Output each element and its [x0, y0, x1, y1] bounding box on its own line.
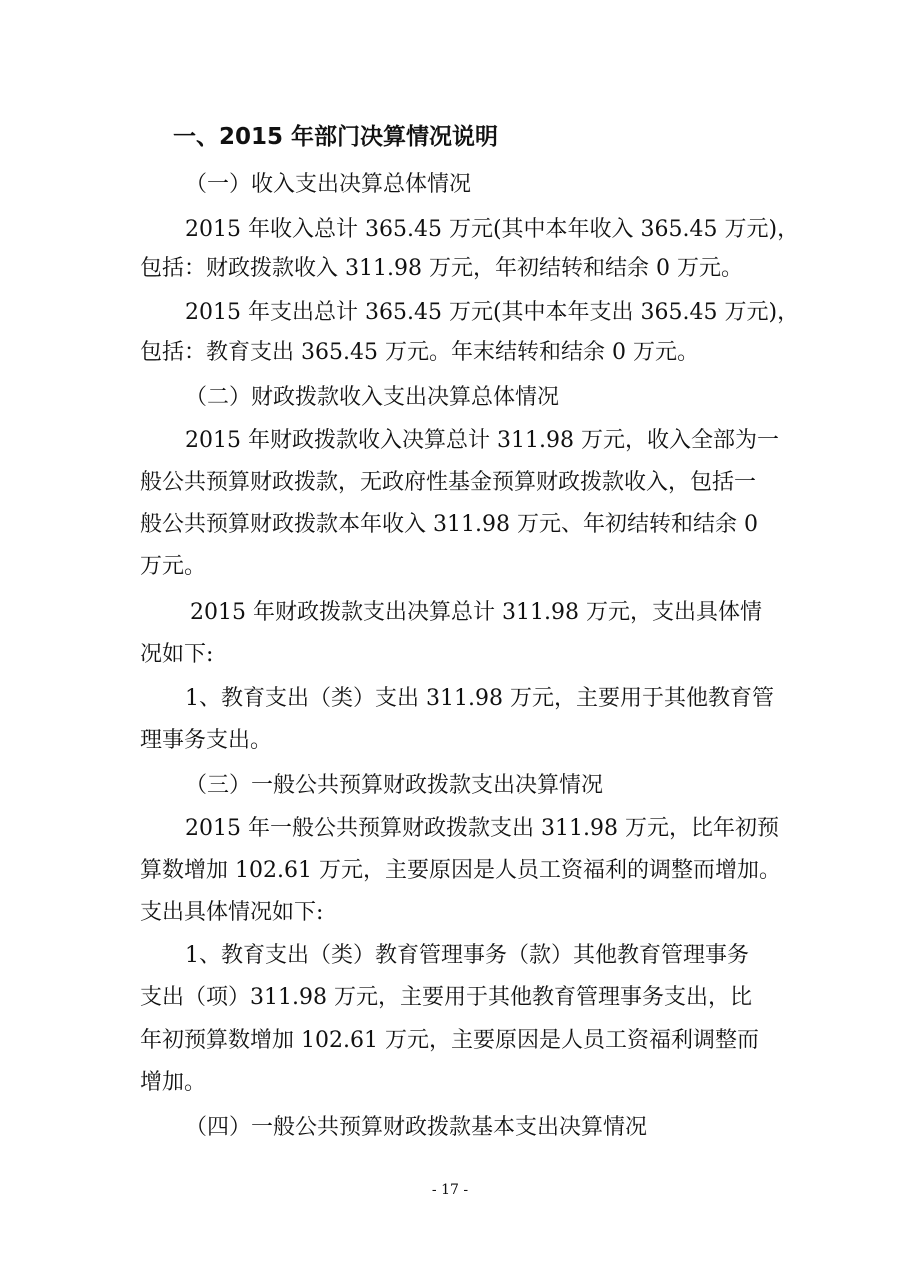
- paragraph-line: 支出（项）311.98 万元，主要用于其他教育管理事务支出，比: [140, 985, 752, 1010]
- subsection-heading-3: （三）一般公共预算财政拨款支出决算情况: [185, 773, 604, 798]
- paragraph-line: 2015 年支出总计 365.45 万元(其中本年支出 365.45 万元)，: [185, 300, 800, 325]
- paragraph-line: 2015 年财政拨款支出决算总计 311.98 万元，支出具体情: [190, 600, 762, 625]
- paragraph-line: 包括：教育支出 365.45 万元。年末结转和结余 0 万元。: [140, 340, 699, 365]
- paragraph-line: 算数增加 102.61 万元，主要原因是人员工资福利的调整而增加。: [140, 858, 781, 883]
- paragraph-line: 般公共预算财政拨款，无政府性基金预算财政拨款收入，包括一: [140, 470, 757, 495]
- list-item: 1、教育支出（类）支出 311.98 万元，主要用于其他教育管: [185, 686, 774, 711]
- paragraph-line: 年初预算数增加 102.61 万元，主要原因是人员工资福利调整而: [140, 1028, 759, 1053]
- list-item: 1、教育支出（类）教育管理事务（款）其他教育管理事务: [185, 943, 749, 968]
- paragraph-line: 2015 年收入总计 365.45 万元(其中本年收入 365.45 万元)，: [185, 217, 800, 242]
- paragraph-line: 2015 年财政拨款收入决算总计 311.98 万元，收入全部为一: [185, 428, 779, 453]
- paragraph-line: 理事务支出。: [140, 728, 273, 753]
- subsection-heading-2: （二）财政拨款收入支出决算总体情况: [185, 385, 560, 410]
- page-number: - 17 -: [431, 1182, 469, 1198]
- paragraph-line: 万元。: [140, 554, 207, 579]
- paragraph-line: 般公共预算财政拨款本年收入 311.98 万元、年初结转和结余 0: [140, 512, 758, 537]
- subsection-heading-4: （四）一般公共预算财政拨款基本支出决算情况: [185, 1115, 648, 1140]
- paragraph-line: 支出具体情况如下:: [140, 900, 324, 925]
- paragraph-line: 增加。: [140, 1070, 207, 1095]
- paragraph-line: 况如下:: [140, 642, 214, 667]
- subsection-heading-1: （一）收入支出决算总体情况: [185, 172, 472, 197]
- section-heading: 一、2015 年部门决算情况说明: [173, 124, 499, 150]
- paragraph-line: 包括：财政拨款收入 311.98 万元，年初结转和结余 0 万元。: [140, 256, 743, 281]
- paragraph-line: 2015 年一般公共预算财政拨款支出 311.98 万元，比年初预: [185, 816, 779, 841]
